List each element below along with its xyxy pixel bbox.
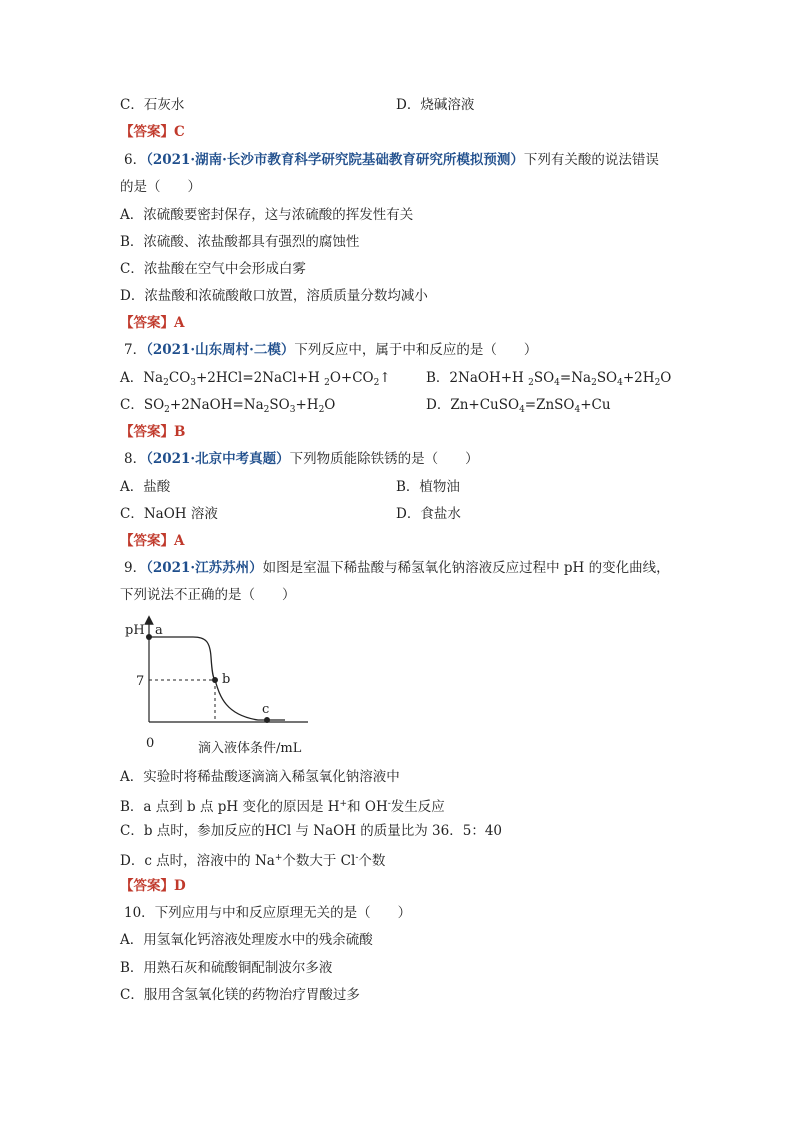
answer-label: 【答案】 (120, 424, 174, 440)
tick-7-label: 7 (136, 674, 145, 689)
q7-answer (120, 422, 185, 442)
q9-stem-cont: 下列说法不正确的是（ ） (120, 587, 296, 603)
prev-answer (120, 122, 185, 142)
q10-option-c: C．服用含氢氧化镁的药物治疗胃酸过多 (120, 987, 360, 1003)
q9-option-a: A．实验时将稀盐酸逐滴滴入稀氢氧化钠溶液中 (120, 769, 400, 785)
q8-option-a: A．盐酸 (120, 479, 171, 495)
point-a-marker (146, 634, 152, 640)
question-text: 下列应用与中和反应原理无关的是（ ） (154, 905, 412, 921)
q9-option-b: B．a 点到 b 点 pH 变化的原因是 H+和 OH-发生反应 (120, 799, 445, 815)
question-number: 7． (124, 342, 147, 358)
question-source: （2021·北京中考真题） (146, 451, 290, 467)
y-axis-label: pH (125, 623, 145, 638)
answer-value: D (174, 878, 186, 894)
q7-option-d: D．Zn+CuSO$_4$=ZnSO$_4$+Cu (426, 397, 611, 415)
answer-value: A (174, 533, 185, 549)
option-text: 发生反应 (390, 799, 445, 815)
q9-stem (124, 558, 670, 578)
question-number: 9． (124, 560, 147, 576)
origin-label: 0 (146, 736, 155, 751)
question-number: 6． (124, 152, 147, 168)
q8-option-c: C．NaOH 溶液 (120, 506, 218, 522)
q9-answer (120, 876, 186, 896)
question-number: 8． (124, 451, 147, 467)
point-c-label: c (262, 702, 270, 717)
q9-option-d: D．c 点时，溶液中的 Na+个数大于 Cl-个数 (120, 853, 386, 869)
q7-option-b: B．2NaOH+H $_2SO_4=Na_2SO_4+2H_2O$ (426, 370, 672, 388)
q9-option-c: C．b 点时，参加反应的HCl 与 NaOH 的质量比为 36．5：40 (120, 823, 502, 839)
q10-option-a: A．用氢氧化钙溶液处理废水中的残余硫酸 (120, 932, 373, 948)
question-text: 下列反应中，属于中和反应的是（ ） (294, 342, 538, 358)
answer-label: 【答案】 (120, 878, 174, 894)
option-text: 个数 (358, 853, 386, 869)
option-text: B．a 点到 b 点 pH 变化的原因是 H (120, 799, 340, 815)
question-number: 10． (124, 905, 155, 921)
point-a-label: a (155, 623, 163, 638)
question-text: 下列有关酸的说法错误 (523, 152, 659, 168)
q10-option-b: B．用熟石灰和硫酸铜配制波尔多液 (120, 960, 333, 976)
prev-option-d: D．烧碱溶液 (396, 97, 475, 113)
answer-value: C (174, 124, 185, 140)
ph-curve-figure (118, 612, 318, 757)
q8-stem (124, 449, 479, 469)
question-source: （2021·湖南·长沙市教育科学研究院基础教育研究所模拟预测） (146, 152, 524, 168)
q6-option-a: A．浓硫酸要密封保存，这与浓硫酸的挥发性有关 (120, 207, 414, 223)
q10-stem (124, 903, 411, 923)
q7-option-a: A．$Na_2CO_3+2HCl=2NaCl+H$ $_2O+CO_2↑$ (120, 370, 391, 388)
q6-option-b: B．浓硫酸、浓盐酸都具有强烈的腐蚀性 (120, 234, 360, 250)
option-text: D．c 点时，溶液中的 Na (120, 853, 275, 869)
answer-label: 【答案】 (120, 124, 174, 140)
q8-option-b: B．植物油 (396, 479, 460, 495)
question-source: （2021·江苏苏州） (146, 560, 263, 576)
point-b-label: b (222, 672, 231, 687)
point-b-marker (212, 677, 218, 683)
option-text: 个数大于 Cl (282, 853, 356, 869)
question-text: 如图是室温下稀盐酸与稀氢氧化钠溶液反应过程中 pH 的变化曲线， (262, 560, 670, 576)
prev-option-c: C．石灰水 (120, 97, 185, 113)
q6-stem-cont: 的是（ ） (120, 179, 201, 195)
point-c-marker (264, 717, 270, 723)
answer-value: A (174, 315, 185, 331)
q7-stem (124, 340, 537, 360)
option-text: 和 OH (347, 799, 388, 815)
q6-answer (120, 313, 184, 333)
answer-label: 【答案】 (120, 533, 174, 549)
x-axis-label: 滴入液体条件/mL (198, 741, 302, 756)
question-source: （2021·山东周村·二模） (146, 342, 295, 358)
q8-answer (120, 531, 184, 551)
answer-value: B (174, 424, 186, 440)
question-text: 下列物质能除铁锈的是（ ） (289, 451, 479, 467)
q7-option-c: C．$SO_2+2NaOH=Na_2SO_3+H_2O$ (120, 397, 336, 415)
answer-label: 【答案】 (120, 315, 174, 331)
q8-option-d: D．食盐水 (396, 506, 461, 522)
q6-option-c: C．浓盐酸在空气中会形成白雾 (120, 261, 306, 277)
q6-stem (124, 150, 659, 170)
q6-option-d: D．浓盐酸和浓硫酸敞口放置，溶质质量分数均减小 (120, 288, 428, 304)
